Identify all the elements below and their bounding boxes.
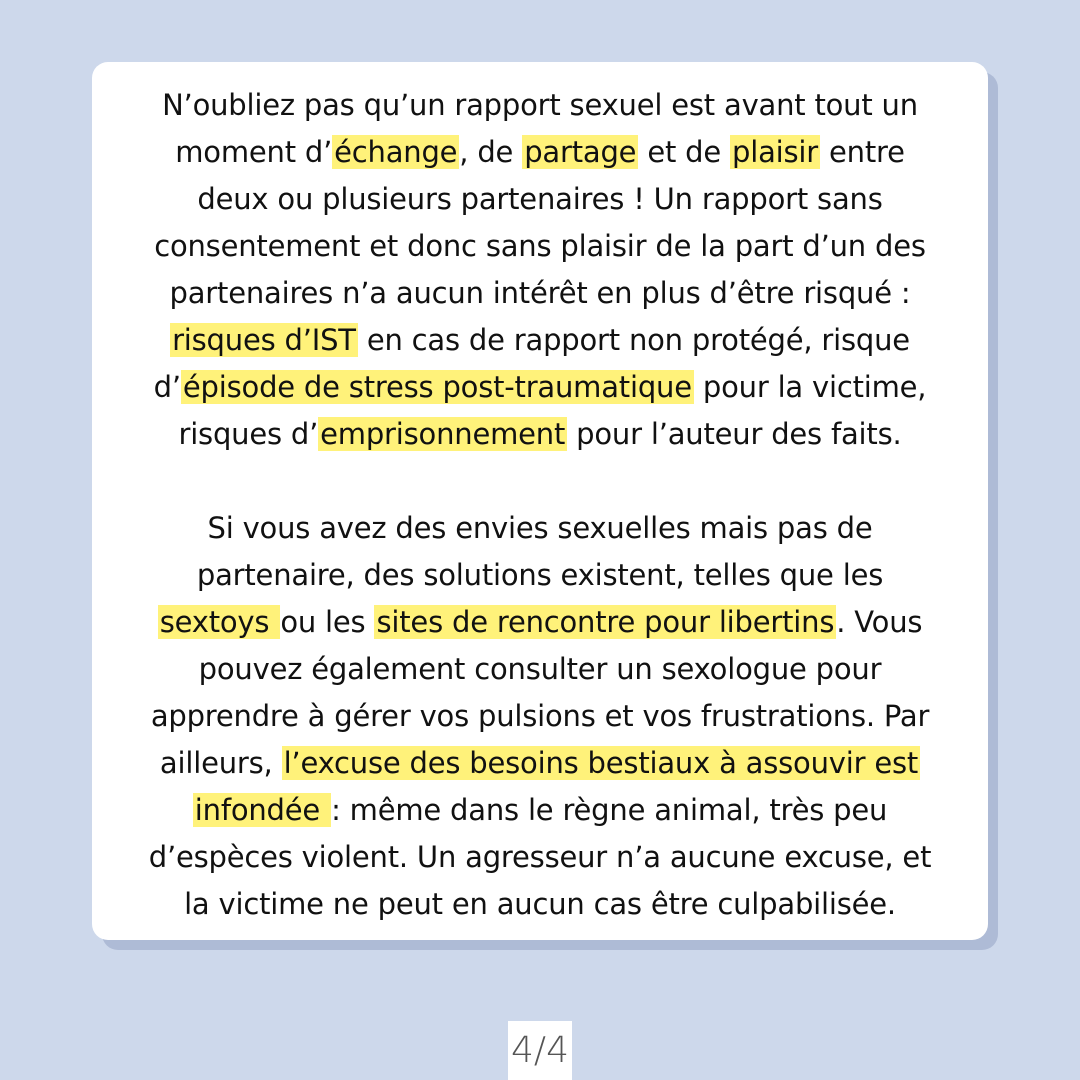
highlight-plaisir: plaisir [732, 135, 818, 169]
page-number: 4/4 [508, 1021, 572, 1080]
text-segment: entre [820, 135, 905, 169]
text-segment: et de [638, 135, 731, 169]
text-line [106, 129, 974, 176]
highlight-stress-post-traumatique: épisode de stress post-traumatique [182, 370, 692, 404]
highlight-echange: échange [334, 135, 458, 169]
paragraph-consent [106, 82, 974, 458]
text-segment: moment d’ [175, 135, 333, 169]
text-line [106, 599, 974, 646]
text-segment: pour la victime, [693, 370, 927, 404]
text-line: consentement et donc sans plaisir de la part d’un des [154, 229, 926, 263]
highlight-excuse-besoins: l’excuse des besoins bestiaux à assouvir est [283, 746, 919, 780]
paragraph-solutions [106, 505, 974, 928]
text-segment: d’ [153, 370, 181, 404]
text-segment: . Vous [836, 605, 923, 639]
text-line: partenaire, des solutions existent, telles que les [196, 558, 884, 592]
text-line: Si vous avez des envies sexuelles mais pas de [207, 511, 873, 545]
text-line: partenaires n’a aucun intérêt en plus d’être risqué : [169, 276, 911, 310]
text-line: N’oubliez pas qu’un rapport sexuel est avant tout un [162, 88, 918, 122]
text-line [106, 787, 974, 834]
text-line: pouvez également consulter un sexologue pour [198, 652, 882, 686]
text-segment: ou les [280, 605, 375, 639]
text-segment: en cas de rapport non protégé, risque [357, 323, 910, 357]
text-line: apprendre à gérer vos pulsions et vos frustrations. Par [150, 699, 930, 733]
text-line: la victime ne peut en aucun cas être culpabilisée. [184, 887, 896, 921]
text-segment: : même dans le règne animal, très peu [331, 793, 888, 827]
text-segment: ailleurs, [159, 746, 282, 780]
highlight-sextoys: sextoys [159, 605, 279, 639]
text-line [106, 740, 974, 787]
text-line [106, 317, 974, 364]
highlight-sites-rencontre: sites de rencontre pour libertins [376, 605, 835, 639]
text-card [92, 62, 988, 940]
text-segment: pour l’auteur des faits. [567, 417, 902, 451]
text-line [106, 364, 974, 411]
text-line: deux ou plusieurs partenaires ! Un rapport sans [197, 182, 883, 216]
highlight-risques-ist: risques d’IST [172, 323, 356, 357]
text-segment: , de [459, 135, 523, 169]
highlight-partage: partage [524, 135, 637, 169]
highlight-infondee: infondée [194, 793, 330, 827]
text-line: d’espèces violent. Un agresseur n’a aucune excuse, et [148, 840, 932, 874]
highlight-emprisonnement: emprisonnement [320, 417, 566, 451]
text-segment: risques d’ [178, 417, 319, 451]
text-line [106, 411, 974, 458]
